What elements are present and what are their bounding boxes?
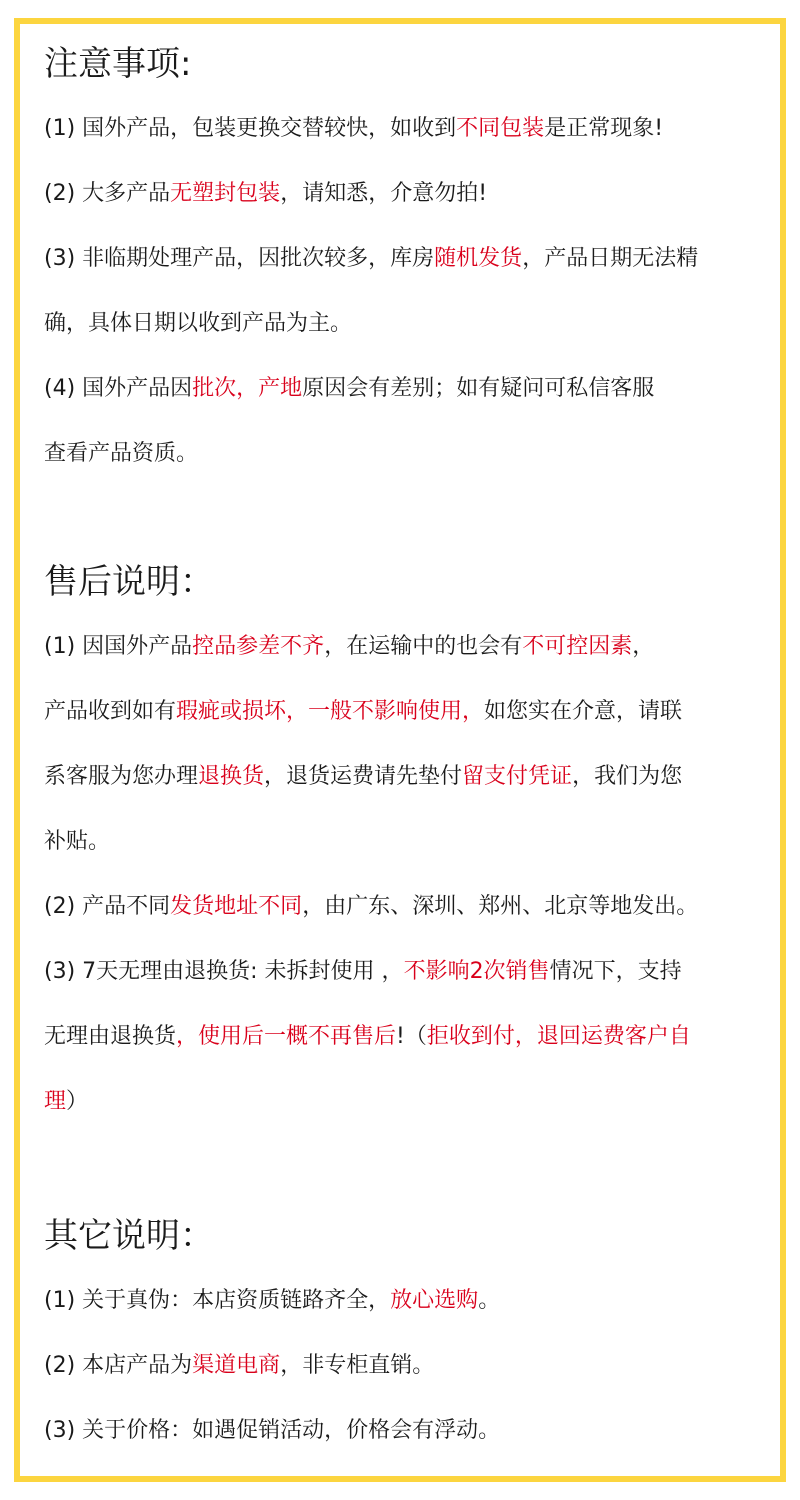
body-text: ） (66, 1089, 89, 1114)
text-line (44, 309, 352, 339)
body-text: 产品收到如有 (44, 699, 177, 724)
body-text: 。 (478, 1288, 501, 1313)
body-text: ，产品日期无法精 (522, 246, 699, 271)
body-text: 如您实在介意，请联 (484, 699, 683, 724)
highlight-text: 随机发货 (434, 246, 523, 271)
highlight-text: 理 (44, 1089, 67, 1114)
highlight-text: 不同包装 (456, 116, 545, 141)
body-text: (2) 本店产品为 (44, 1353, 193, 1378)
after-sales-section (44, 560, 772, 1114)
section-title: 其它说明： (44, 1216, 214, 1256)
body-text: 查看产品资质。 (44, 441, 199, 466)
body-text: (1) 关于真伪：本店资质链路齐全， (44, 1288, 391, 1313)
body-text: 情况下，支持 (549, 959, 682, 984)
body-text: ，退货运费请先垫付 (264, 764, 463, 789)
body-text: !（ (396, 1024, 427, 1049)
highlight-text: 留支付凭证 (462, 764, 573, 789)
highlight-text: 批次，产地 (192, 376, 303, 401)
highlight-text: ，使用后一概不再售后 (176, 1024, 397, 1049)
body-text: 补贴。 (44, 829, 111, 854)
body-text: ，在运输中的也会有 (324, 634, 523, 659)
text-line (44, 244, 698, 274)
body-text: ，由广东、深圳、郑州、北京等地发出。 (302, 894, 699, 919)
body-text: (3) 非临期处理产品，因批次较多，库房 (44, 246, 435, 271)
body-text: (4) 国外产品因 (44, 376, 193, 401)
highlight-text: 瑕疵或损坏，一般不影响使用， (176, 699, 485, 724)
text-line (44, 1022, 691, 1052)
highlight-text: 退换货 (198, 764, 265, 789)
highlight-text: 不影响2次销售 (403, 959, 550, 984)
text-line (44, 632, 654, 662)
text-line (44, 697, 682, 727)
text-line (44, 374, 654, 404)
body-text: ，请知悉，介意勿拍! (280, 181, 488, 206)
highlight-text: 放心选购 (390, 1288, 479, 1313)
highlight-text: 控品参差不齐 (192, 634, 325, 659)
text-line (44, 762, 682, 792)
text-line (44, 957, 682, 987)
text-line (44, 827, 110, 857)
text-line (44, 1351, 434, 1381)
highlight-text: 不可控因素 (522, 634, 633, 659)
highlight-text: 渠道电商 (192, 1353, 281, 1378)
highlight-text: 无塑封包装 (170, 181, 281, 206)
body-text: 确，具体日期以收到产品为主。 (44, 311, 353, 336)
notice-card (14, 18, 786, 1482)
body-text: (3) 关于价格：如遇促销活动，价格会有浮动。 (44, 1418, 501, 1443)
body-text: 是正常现象! (544, 116, 664, 141)
body-text: (2) 大多产品 (44, 181, 171, 206)
other-section (44, 1214, 772, 1443)
body-text: (3) 7天无理由退换货: 未拆封使用 ， (44, 959, 404, 984)
text-line (44, 179, 487, 209)
body-text: (2) 产品不同 (44, 894, 171, 919)
body-text: 原因会有差别；如有疑问可私信客服 (302, 376, 655, 401)
text-line (44, 1416, 500, 1446)
notice-section (44, 42, 772, 466)
text-line (44, 439, 198, 469)
body-text: (1) 因国外产品 (44, 634, 193, 659)
text-line (44, 892, 698, 922)
body-text: ， (632, 634, 655, 659)
section-title: 售后说明： (44, 562, 214, 602)
body-text: ，非专柜直销。 (280, 1353, 435, 1378)
body-text: 系客服为您办理 (44, 764, 199, 789)
text-line (44, 1087, 88, 1117)
body-text: ，我们为您 (572, 764, 683, 789)
section-title: 注意事项: (44, 44, 192, 84)
highlight-text: 发货地址不同 (170, 894, 303, 919)
body-text: 无理由退换货 (44, 1024, 177, 1049)
text-line (44, 114, 663, 144)
text-line (44, 1286, 500, 1316)
highlight-text: 拒收到付，退回运费客户自 (426, 1024, 691, 1049)
body-text: (1) 国外产品，包装更换交替较快，如收到 (44, 116, 457, 141)
